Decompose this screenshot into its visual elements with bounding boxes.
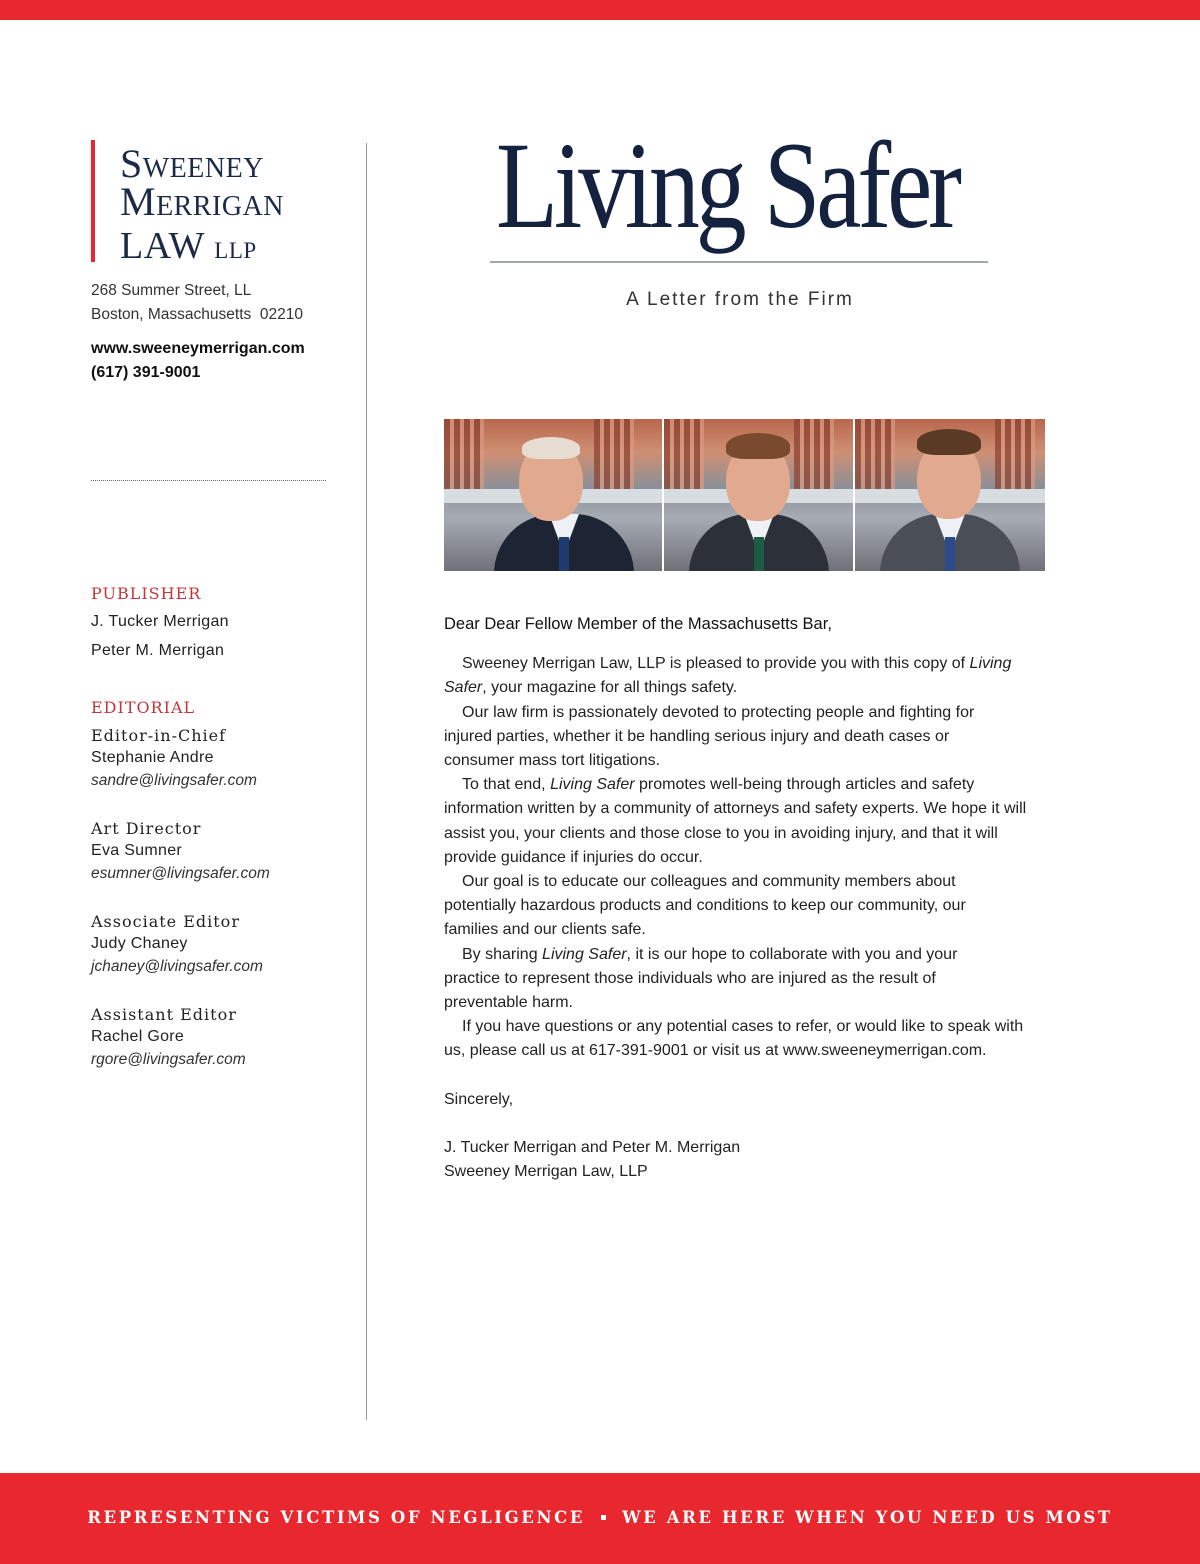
logo-word-3: LAW [120,225,205,267]
footer-bar [0,1473,1200,1564]
letter-paragraph [444,652,1044,700]
staff-name: Rachel Gore [91,1028,185,1045]
staff-role: Associate Editor [91,912,240,931]
building-backdrop [855,419,895,489]
letter-text: To that end, [462,776,551,794]
letter-paragraph [444,773,1044,870]
letter-signers: J. Tucker Merrigan and Peter M. Merrigan [444,1138,741,1156]
tie [559,537,569,571]
footer-tagline [87,1508,1112,1527]
tie [754,537,764,571]
logo-word-1: Sweeney [120,141,264,186]
tie [945,537,955,571]
logo-line-3 [120,224,257,268]
tagline-right: WE ARE HERE WHEN YOU NEED US MOST [622,1508,1113,1527]
publisher-name: Peter M. Merrigan [91,642,225,659]
masthead [490,117,990,280]
firm-website-link[interactable]: www.sweeneymerrigan.com [91,340,305,357]
letter-closing: Sincerely, [444,1090,514,1108]
staff-email-link[interactable]: sandre@livingsafer.com [91,772,257,789]
hair [917,429,981,455]
letter-text: promotes well-being through articles and safety information written by a community of attorneys and safety experts. We hope it will assist you, your clients and those close to you in avoiding injury, and that it will provide guidance if injuries do occur. [444,776,1027,866]
top-accent-bar [0,0,1200,20]
tagline-left: REPRESENTING VICTIMS OF NEGLIGENCE [87,1508,586,1527]
sidebar-divider [91,480,326,481]
staff-role: Assistant Editor [91,1005,237,1024]
staff-role: Art Director [91,819,202,838]
masthead-subtitle: A Letter from the Firm [626,289,854,310]
letter-paragraph: Our law firm is passionately devoted to protecting people and fighting for injured parties, whether it be handling serious injury and death cases or consumer mass tort litigations. [444,703,975,770]
firm-address [91,279,303,327]
partner-photo-3 [855,419,1045,571]
publisher-heading: PUBLISHER [91,584,202,603]
letter-paragraph: Our goal is to educate our colleagues and community members about potentially hazardous products and conditions to keep our community, our families and our clients safe. [444,873,966,939]
letter-salutation: Dear Dear Fellow Member of the Massachusetts Bar, [444,615,832,633]
masthead-rule [490,261,988,263]
firm-contact [91,337,305,385]
address-line-2: Boston, Massachusetts 02210 [91,306,303,323]
building-backdrop [444,419,484,489]
staff-role: Editor-in-Chief [91,726,227,745]
staff-email-link[interactable]: esumner@livingsafer.com [91,865,270,882]
letter-text: , your magazine for all things safety. [482,679,738,697]
letter-paragraph: If you have questions or any potential cases to refer, or would like to speak with us, please call us at 617-391-9001 or visit us at www.sweeneymerrigan.com. [444,1018,1024,1060]
building-backdrop [664,419,704,489]
magazine-title: Living Safer [444,655,1012,697]
building-backdrop [794,419,834,489]
letter-paragraph [444,943,1044,1016]
letter-text: Sweeney Merrigan Law, LLP is pleased to provide you with this copy of [462,655,970,673]
building-backdrop [594,419,634,489]
staff-email-link[interactable]: rgore@livingsafer.com [91,1051,246,1068]
logo-word-2: Merrigan [120,179,285,224]
hair [522,437,580,459]
partner-photo-1 [444,419,662,571]
column-divider [366,143,367,1420]
firm-phone: (617) 391-9001 [91,364,201,381]
letter-signer-firm: Sweeney Merrigan Law, LLP [444,1163,648,1181]
editorial-heading: EDITORIAL [91,698,196,717]
partner-photos [444,419,1045,571]
building-backdrop [995,419,1035,489]
masthead-title: Living Safer [496,117,958,254]
partner-photo-2 [664,419,853,571]
letter-text: , it is our hope to collaborate with you and your practice to represent those individuals who are injured as the result of preventable harm. [444,945,958,1012]
staff-name: Eva Sumner [91,842,183,859]
logo-accent-bar [91,140,95,262]
logo-line-2 [120,178,284,225]
staff-name: Stephanie Andre [91,749,214,766]
publisher-name: J. Tucker Merrigan [91,613,229,630]
hair [726,433,790,459]
logo-suffix: LLP [214,238,257,263]
staff-email-link[interactable]: jchaney@livingsafer.com [91,958,263,975]
bullet-icon [601,1515,606,1520]
letter-text: By sharing [462,945,543,963]
magazine-title: Living Safer [550,776,635,794]
magazine-title: Living Safer [542,945,627,963]
letter-body [444,612,1044,1184]
firm-logo [91,140,351,265]
address-line-1: 268 Summer Street, LL [91,282,252,299]
staff-name: Judy Chaney [91,935,188,952]
